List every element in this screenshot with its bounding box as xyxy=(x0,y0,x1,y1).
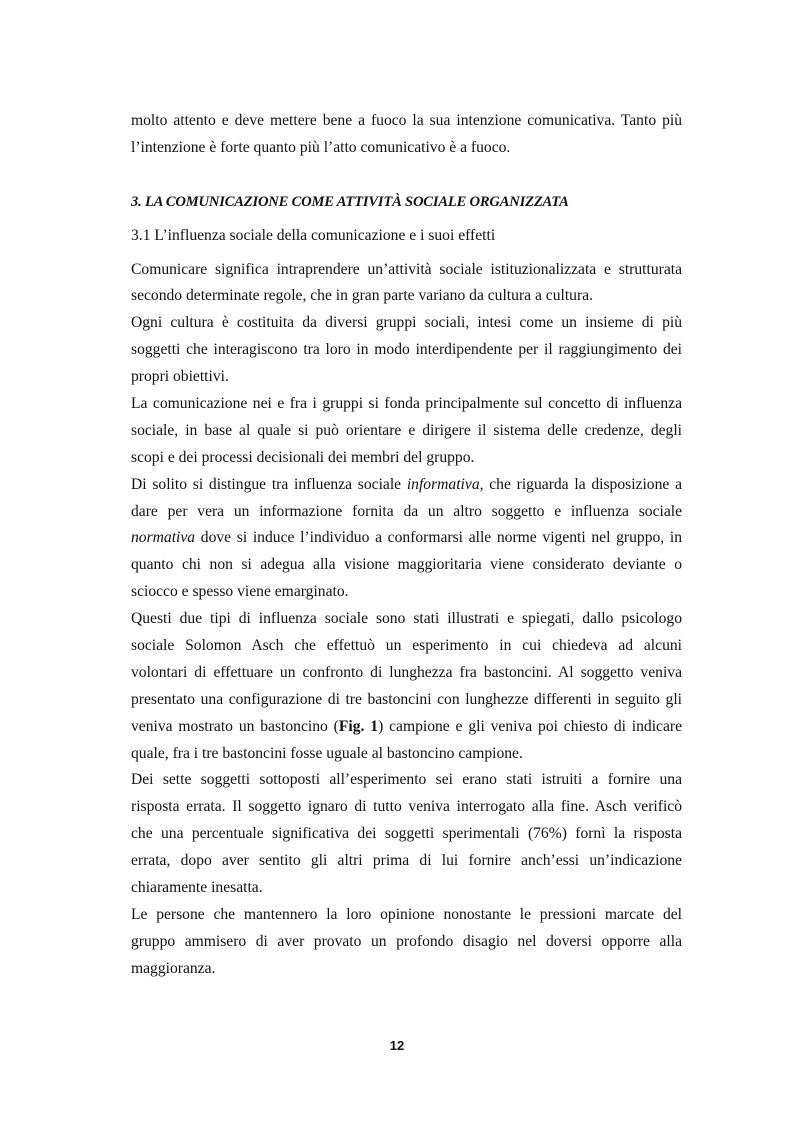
text-line: Le persone che mantennero la loro opinione nonostante le pressioni marcate del xyxy=(131,905,682,923)
text-line: scopi e dei processi decisionali dei membri del gruppo. xyxy=(131,448,475,466)
text-line: risposta errata. Il soggetto ignaro di tutto veniva interrogato alla fine. Asch verificò xyxy=(131,798,682,816)
text-line xyxy=(131,472,682,499)
text-line: volontari di effettuare un confronto di lunghezza fra bastoncini. Al soggetto veniva xyxy=(131,663,682,681)
text-line: Comunicare significa intraprendere un’attività sociale istituzionalizzata e strutturata xyxy=(131,260,682,278)
text-line: maggioranza. xyxy=(131,959,216,977)
paragraph-6 xyxy=(131,767,682,901)
text-line: propri obiettivi. xyxy=(131,368,229,386)
figure-reference: Fig. 1 xyxy=(338,717,379,735)
text-line: Ogni cultura è costituita da diversi gruppi sociali, intesi come un insieme di più xyxy=(131,314,682,332)
text-line: sciocco e spesso viene emarginato. xyxy=(131,583,349,601)
text-line: l’intenzione è forte quanto più l’atto comunicativo è a fuoco. xyxy=(131,138,511,156)
text-run: ) campione e gli veniva poi chiesto di indicare xyxy=(378,717,683,735)
paragraph-4 xyxy=(131,472,682,606)
text-run: che riguarda la disposizione a xyxy=(483,475,682,493)
text-run: Di solito si distingue tra influenza sociale xyxy=(131,475,407,493)
subsection-heading: 3.1 L’influenza sociale della comunicazione e i suoi effetti xyxy=(131,226,496,244)
document-page xyxy=(131,108,682,983)
text-line: gruppo ammisero di aver provato un profondo disagio nel doversi opporre alla xyxy=(131,932,682,950)
text-line: quale, fra i tre bastoncini fosse uguale al bastoncino campione. xyxy=(131,744,523,762)
text-line: dare per vera un informazione fornita da un altro soggetto e influenza sociale xyxy=(131,502,682,520)
text-run: veniva mostrato un bastoncino ( xyxy=(131,717,339,735)
paragraph-7 xyxy=(131,902,682,983)
text-line: La comunicazione nei e fra i gruppi si fonda principalmente sul concetto di influenza xyxy=(131,395,682,413)
section-heading: 3. LA COMUNICAZIONE COME ATTIVITÀ SOCIALE ORGANIZZATA xyxy=(131,193,569,210)
paragraph-1 xyxy=(131,257,682,311)
intro-paragraph xyxy=(131,108,682,162)
text-run: dove si induce l’individuo a conformarsi alle norme vigenti nel gruppo, in xyxy=(195,529,682,547)
italic-term-informativa: informativa, xyxy=(406,475,484,493)
page-number: 12 xyxy=(389,1038,405,1053)
text-line: sociale Solomon Asch che effettuò un esperimento in cui chiedeva ad alcuni xyxy=(131,637,682,655)
text-line xyxy=(131,714,682,741)
text-line: soggetti che interagiscono tra loro in modo interdipendente per il raggiungimento dei xyxy=(131,341,682,359)
text-line: chiaramente inesatta. xyxy=(131,879,263,897)
text-line: sociale, in base al quale si può orientare e dirigere il sistema delle credenze, degli xyxy=(131,421,682,439)
text-line xyxy=(131,525,682,552)
text-line: presentato una configurazione di tre bastoncini con lunghezze differenti in seguito gli xyxy=(131,690,682,708)
text-line: errata, dopo aver sentito gli altri prima di lui fornire anch’essi un’indicazione xyxy=(131,852,682,870)
text-line: Dei sette soggetti sottoposti all’esperimento sei erano stati istruiti a fornire una xyxy=(131,771,682,789)
text-line: Questi due tipi di influenza sociale sono stati illustrati e spiegati, dallo psicologo xyxy=(131,610,682,628)
text-line: quanto chi non si adegua alla visione maggioritaria viene considerato deviante o xyxy=(131,556,682,574)
paragraph-2 xyxy=(131,310,682,391)
italic-term-normativa: normativa xyxy=(131,529,196,547)
paragraph-5 xyxy=(131,606,682,767)
text-line: molto attento e deve mettere bene a fuoco la sua intenzione comunicativa. Tanto più xyxy=(131,112,682,129)
text-line: secondo determinate regole, che in gran parte variano da cultura a cultura. xyxy=(131,287,593,305)
paragraph-3 xyxy=(131,391,682,472)
text-line: che una percentuale significativa dei soggetti sperimentali (76%) fornì la risposta xyxy=(131,825,682,843)
